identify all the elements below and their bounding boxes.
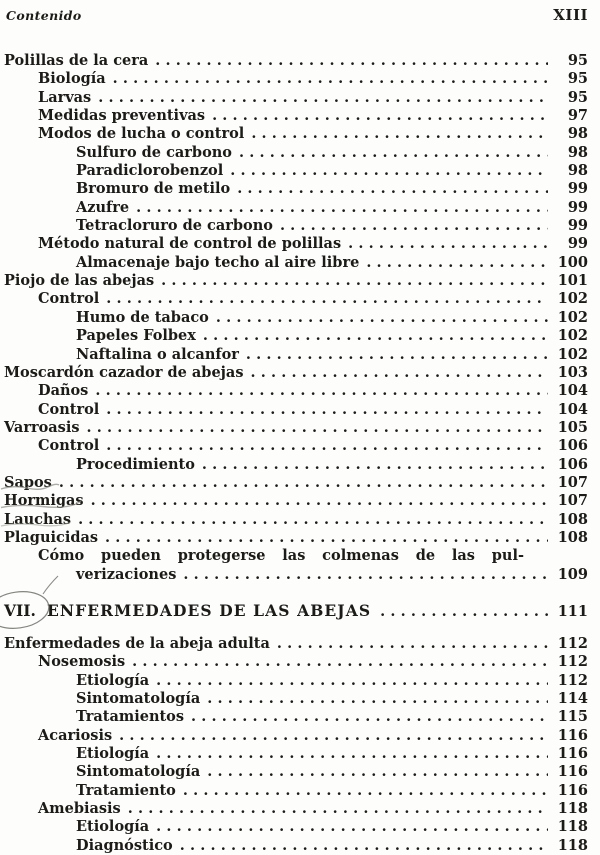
chapter-title: ENFERMEDADES DE LAS ABEJAS <box>46 600 372 620</box>
dot-leader <box>207 690 548 708</box>
chapter-number: VII. <box>4 600 36 620</box>
dot-leader <box>136 199 548 217</box>
entry-label: Daños <box>38 382 89 400</box>
toc-entry <box>4 800 588 818</box>
entry-page-number: 104 <box>557 400 588 418</box>
toc-entry <box>4 672 588 690</box>
entry-label: Etiología <box>76 671 150 689</box>
dot-leader <box>183 566 548 584</box>
dot-leader <box>202 456 548 474</box>
dot-leader <box>246 346 548 364</box>
toc-entry <box>4 708 588 726</box>
entry-page-number: 95 <box>567 52 588 69</box>
entry-page-number: 102 <box>557 308 588 326</box>
dot-leader <box>216 309 548 327</box>
entry-page-number: 98 <box>567 143 588 161</box>
entry-page-number: 102 <box>557 345 588 363</box>
dot-leader <box>156 818 548 836</box>
entry-label: Sulfuro de carbono <box>76 143 232 161</box>
entry-page-number: 99 <box>567 198 588 216</box>
toc-entry <box>4 782 588 800</box>
entry-page-number: 106 <box>557 455 588 473</box>
entry-label: Tratamientos <box>76 708 185 726</box>
toc-entry <box>4 690 588 708</box>
toc-entry <box>4 547 588 565</box>
dot-leader <box>156 672 548 690</box>
toc-entry <box>4 199 588 217</box>
entry-page-number: 95 <box>567 70 588 88</box>
entry-label: Etiología <box>76 818 150 836</box>
entry-label: Control <box>38 437 100 455</box>
dot-leader <box>251 125 548 143</box>
toc-entry <box>4 474 588 492</box>
entry-label: Biología <box>38 70 106 88</box>
entry-page-number: 116 <box>557 745 588 763</box>
entry-label: Medidas preventivas <box>38 107 206 125</box>
dot-leader <box>207 763 548 781</box>
entry-page-number: 98 <box>567 162 588 180</box>
chapter-page-number: 111 <box>557 602 588 620</box>
toc-entry <box>4 235 588 253</box>
toc-entry <box>4 401 588 419</box>
toc-entry <box>4 309 588 327</box>
dot-leader <box>106 437 548 455</box>
entry-label: Naftalina o alcanfor <box>76 345 239 363</box>
toc-entry <box>4 653 588 671</box>
dot-leader <box>78 511 548 529</box>
toc-entry <box>4 272 588 290</box>
entry-label: Moscardón cazador de abejas <box>4 363 244 381</box>
toc-entry <box>4 837 588 855</box>
dot-leader <box>380 599 548 617</box>
entry-label: Nosemosis <box>38 653 126 671</box>
entry-page-number: 115 <box>557 708 588 726</box>
entry-page-number: 118 <box>557 836 588 854</box>
entry-page-number: 108 <box>557 510 588 528</box>
entry-label: Plaguicidas <box>4 528 99 546</box>
toc-entry <box>4 529 588 547</box>
entry-page-number: 108 <box>557 528 588 546</box>
dot-leader <box>132 653 548 671</box>
entry-page-number: 109 <box>557 565 588 583</box>
entry-label: Acariosis <box>38 726 113 744</box>
entry-label: Paradiclorobenzol <box>76 162 224 180</box>
entry-page-number: 97 <box>567 107 588 125</box>
entry-page-number: 112 <box>557 671 588 689</box>
entry-page-number: 99 <box>567 235 588 253</box>
dot-leader <box>155 52 548 70</box>
entry-label: Tratamiento <box>76 781 176 799</box>
entry-page-number: 95 <box>567 88 588 106</box>
entry-page-number: 99 <box>567 217 588 235</box>
entry-label: Piojo de las abejas <box>4 272 155 290</box>
dot-leader <box>191 708 548 726</box>
toc-entry <box>4 70 588 88</box>
entry-label: Control <box>38 400 100 418</box>
entry-page-number: 104 <box>557 382 588 400</box>
dot-leader <box>277 635 548 653</box>
entry-label: Polillas de la cera <box>4 52 149 69</box>
dot-leader <box>203 327 548 345</box>
dot-leader <box>250 364 548 382</box>
entry-page-number: 99 <box>567 180 588 198</box>
entry-page-number: 114 <box>557 690 588 707</box>
entry-page-number: 116 <box>557 781 588 799</box>
entry-page-number: 118 <box>557 818 588 836</box>
entry-label: verizaciones <box>76 565 177 583</box>
toc-entry <box>4 107 588 125</box>
toc-entry <box>4 346 588 364</box>
entry-label: Sintomatología <box>76 763 201 781</box>
entry-label: Bromuro de metilo <box>76 180 231 198</box>
entry-page-number: 102 <box>557 327 588 345</box>
toc-entry <box>4 635 588 653</box>
entry-label: Procedimiento <box>76 455 195 473</box>
entry-label: Tetracloruro de carbono <box>76 217 273 235</box>
dot-leader <box>106 290 548 308</box>
toc-entry <box>4 492 588 510</box>
entry-label: Papeles Folbex <box>76 327 196 345</box>
entry-label: Larvas <box>38 88 92 106</box>
entry-page-number: 116 <box>557 763 588 781</box>
toc-entry <box>4 818 588 836</box>
toc-entry <box>4 162 588 180</box>
entry-label: Modos de lucha o control <box>38 125 245 143</box>
toc-entry <box>4 290 588 308</box>
dot-leader <box>156 745 548 763</box>
dot-leader <box>183 782 548 800</box>
entry-label: Hormigas <box>4 492 84 510</box>
toc-entry <box>4 727 588 745</box>
toc-entry <box>4 52 588 70</box>
toc-entry <box>4 327 588 345</box>
dot-leader <box>95 382 548 400</box>
entry-page-number: 106 <box>557 437 588 455</box>
dot-leader <box>113 70 548 88</box>
entry-label: Etiología <box>76 745 150 763</box>
folio-page-number: XIII <box>553 6 588 24</box>
dot-leader <box>366 254 548 272</box>
toc-entry <box>4 125 588 143</box>
dot-leader <box>87 419 549 437</box>
toc-entry <box>4 745 588 763</box>
toc-entry <box>4 89 588 107</box>
toc-entry <box>4 254 588 272</box>
dot-leader <box>280 217 548 235</box>
entry-label: Control <box>38 290 100 308</box>
dot-leader <box>230 162 548 180</box>
entry-page-number: 112 <box>557 653 588 671</box>
dot-leader <box>98 89 548 107</box>
dot-leader <box>106 401 548 419</box>
toc-entry <box>4 511 588 529</box>
entry-label: Sintomatología <box>76 690 201 707</box>
entry-label: Amebiasis <box>38 800 121 818</box>
entry-label: Diagnóstico <box>76 836 173 854</box>
entry-page-number: 112 <box>557 634 588 652</box>
entry-label: Humo de tabaco <box>76 308 209 326</box>
entry-page-number: 118 <box>557 800 588 818</box>
toc-entry <box>4 382 588 400</box>
dot-leader <box>237 180 548 198</box>
entry-label: Cómo pueden protegerse las colmenas de las pul- <box>38 547 524 565</box>
dot-leader <box>128 800 548 818</box>
dot-leader <box>119 727 548 745</box>
toc-entry <box>4 437 588 455</box>
dot-leader <box>239 144 548 162</box>
dot-leader <box>348 235 548 253</box>
entry-label: Sapos <box>4 473 52 491</box>
entry-page-number: 103 <box>557 363 588 381</box>
dot-leader <box>161 272 548 290</box>
entry-label: Lauchas <box>4 510 72 528</box>
entry-label: Varroasis <box>4 418 80 436</box>
entry-label: Enfermedades de la abeja adulta <box>4 634 270 652</box>
toc-section-diseases <box>4 635 588 855</box>
toc-entry <box>4 456 588 474</box>
toc-entry <box>4 180 588 198</box>
toc-entry <box>4 419 588 437</box>
toc-entry <box>4 763 588 781</box>
toc-entry <box>4 144 588 162</box>
toc-entry <box>4 364 588 382</box>
dot-leader <box>105 529 548 547</box>
running-title: Contenido <box>6 8 82 23</box>
chapter-heading <box>4 599 588 623</box>
entry-page-number: 107 <box>557 473 588 491</box>
toc-entry <box>4 217 588 235</box>
entry-page-number: 107 <box>557 492 588 510</box>
entry-page-number: 98 <box>567 125 588 143</box>
dot-leader <box>91 492 548 510</box>
entry-page-number: 101 <box>557 272 588 290</box>
toc-entry <box>4 566 588 584</box>
entry-label: Almacenaje bajo techo al aire libre <box>76 253 360 271</box>
entry-label: Azufre <box>76 198 130 216</box>
entry-page-number: 100 <box>557 253 588 271</box>
page-header <box>4 6 588 24</box>
dot-leader <box>59 474 548 492</box>
toc-section-pests <box>4 52 588 584</box>
entry-page-number: 105 <box>557 418 588 436</box>
dot-leader <box>180 837 548 855</box>
dot-leader <box>212 107 548 125</box>
entry-page-number: 102 <box>557 290 588 308</box>
entry-label: Método natural de control de polillas <box>38 235 342 253</box>
entry-page-number: 116 <box>557 726 588 744</box>
